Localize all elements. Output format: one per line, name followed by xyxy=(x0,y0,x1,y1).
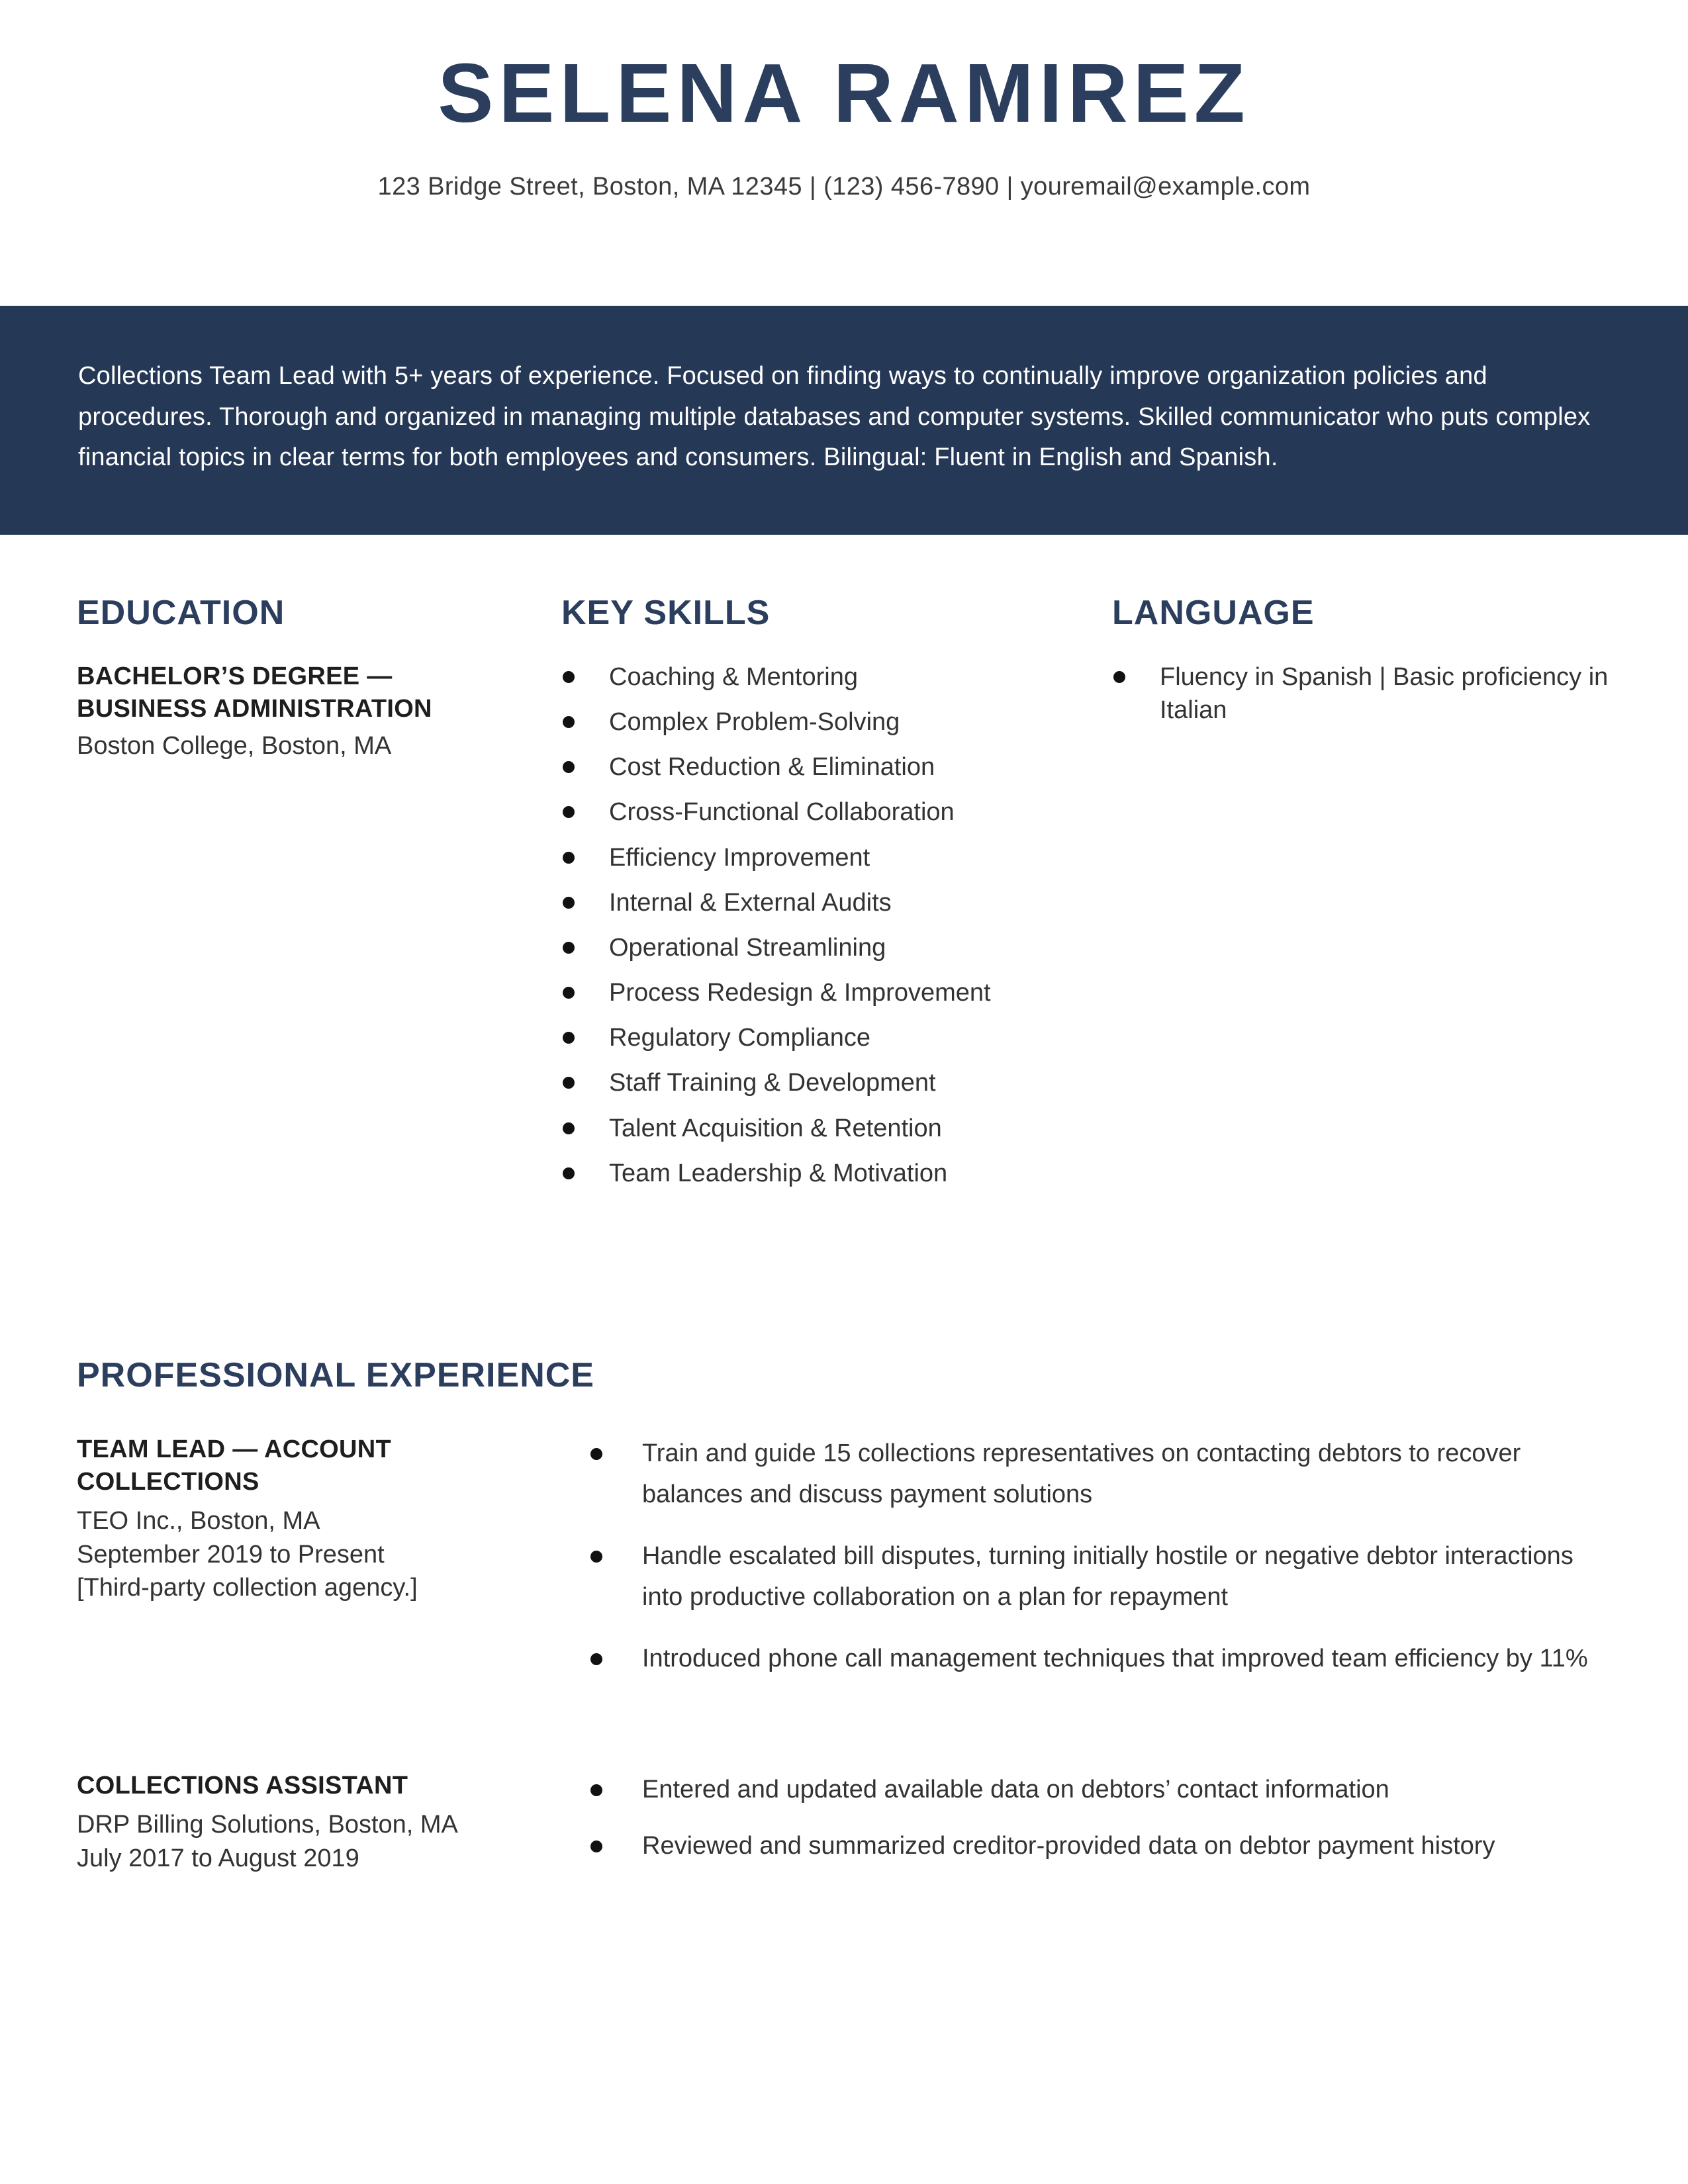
page-title: SELENA RAMIREZ xyxy=(438,46,1250,140)
bullet-dot-icon xyxy=(1113,671,1125,683)
job-dates: September 2019 to Present xyxy=(77,1540,385,1569)
list-item xyxy=(548,705,1072,739)
summary-band xyxy=(0,306,1688,535)
list-item xyxy=(548,976,1072,1009)
bullet-dot-icon xyxy=(563,716,575,728)
bullet-dot-icon xyxy=(563,1032,575,1044)
bullet-dot-icon xyxy=(590,1784,602,1796)
job-note: [Third-party collection agency.] xyxy=(77,1574,418,1602)
bullet-dot-icon xyxy=(563,987,575,999)
experience-heading: PROFESSIONAL EXPERIENCE xyxy=(77,1356,594,1394)
list-item xyxy=(576,1770,1609,1811)
job-dates: July 2017 to August 2019 xyxy=(77,1844,359,1872)
education-section xyxy=(0,596,543,1202)
education-heading: EDUCATION xyxy=(77,594,285,632)
education-entry xyxy=(77,660,516,763)
job-bullet-text: Handle escalated bill disputes, turning initially hostile or negative debtor interactions into productive collaboration on a plan for repayment xyxy=(642,1542,1573,1611)
list-item xyxy=(576,1826,1609,1867)
three-column-row xyxy=(0,596,1688,1202)
language-label: Fluency in Spanish | Basic proficiency in Italian xyxy=(1160,663,1609,725)
bullet-dot-icon xyxy=(563,852,575,864)
bullet-dot-icon xyxy=(563,671,575,683)
job-meta-block xyxy=(0,1433,576,1701)
skill-label: Cross-Functional Collaboration xyxy=(609,798,955,827)
skills-heading: KEY SKILLS xyxy=(561,594,771,632)
resume-header xyxy=(0,0,1688,203)
job-bullet-text: Introduced phone call management techniques that improved team efficiency by 11% xyxy=(642,1645,1588,1673)
job-meta-block xyxy=(0,1770,576,1883)
skills-list xyxy=(548,660,1072,1190)
job-title: COLLECTIONS ASSISTANT xyxy=(77,1771,408,1799)
job-bullets-block xyxy=(576,1770,1688,1883)
list-item xyxy=(576,1433,1609,1515)
job-bullet-text: Reviewed and summarized creditor-provided data on debtor payment history xyxy=(642,1832,1495,1860)
list-item xyxy=(548,841,1072,874)
job-bullet-list xyxy=(576,1770,1609,1867)
skill-label: Operational Streamlining xyxy=(609,933,886,962)
job-bullet-text: Train and guide 15 collections representatives on contacting debtors to recover balances and discuss payment solutions xyxy=(642,1439,1521,1508)
list-item xyxy=(576,1639,1609,1680)
list-item xyxy=(548,886,1072,919)
job-title: TEAM LEAD — ACCOUNT COLLECTIONS xyxy=(77,1435,392,1496)
bullet-dot-icon xyxy=(563,806,575,818)
bullet-dot-icon xyxy=(590,1551,602,1563)
language-list xyxy=(1099,660,1648,727)
list-item xyxy=(1099,660,1648,727)
job-bullet-text: Entered and updated available data on debtors’ contact information xyxy=(642,1775,1389,1803)
job-company: TEO Inc., Boston, MA xyxy=(77,1507,320,1535)
skill-label: Efficiency Improvement xyxy=(609,843,870,872)
list-item xyxy=(548,660,1072,694)
job-bullet-list xyxy=(576,1433,1609,1680)
bullet-dot-icon xyxy=(590,1448,602,1460)
bullet-dot-icon xyxy=(563,1167,575,1179)
skill-label: Team Leadership & Motivation xyxy=(609,1159,948,1187)
bullet-dot-icon xyxy=(563,761,575,773)
list-item xyxy=(548,796,1072,829)
bullet-dot-icon xyxy=(590,1841,602,1852)
list-item xyxy=(548,1066,1072,1099)
skill-label: Cost Reduction & Elimination xyxy=(609,753,935,782)
experience-section xyxy=(0,1358,1688,1883)
education-school: Boston College, Boston, MA xyxy=(77,732,392,760)
skill-label: Internal & External Audits xyxy=(609,888,892,917)
language-section xyxy=(1099,596,1688,1202)
bullet-dot-icon xyxy=(563,1077,575,1089)
experience-job xyxy=(0,1770,1688,1883)
bullet-dot-icon xyxy=(590,1653,602,1665)
list-item xyxy=(548,1112,1072,1145)
list-item xyxy=(548,931,1072,964)
job-company: DRP Billing Solutions, Boston, MA xyxy=(77,1811,458,1839)
list-item xyxy=(548,751,1072,784)
list-item xyxy=(548,1021,1072,1054)
summary-text: Collections Team Lead with 5+ years of experience. Focused on finding ways to continually improve organization policies and procedures. Thorough and organized in managing multiple databases and computer systems. Skilled communicator who puts complex financial topics in clear terms for both employees and consumers. Bilingual: Fluent in English and Spanish. xyxy=(78,362,1591,472)
skill-label: Talent Acquisition & Retention xyxy=(609,1114,942,1142)
bullet-dot-icon xyxy=(563,897,575,909)
bullet-dot-icon xyxy=(563,1122,575,1134)
list-item xyxy=(576,1536,1609,1617)
experience-job xyxy=(0,1433,1688,1701)
skill-label: Coaching & Mentoring xyxy=(609,663,858,691)
skill-label: Complex Problem-Solving xyxy=(609,708,900,737)
list-item xyxy=(548,1157,1072,1190)
education-degree: BACHELOR’S DEGREE — BUSINESS ADMINISTRATION xyxy=(77,662,432,723)
skill-label: Process Redesign & Improvement xyxy=(609,979,991,1007)
job-bullets-block xyxy=(576,1433,1688,1701)
skill-label: Staff Training & Development xyxy=(609,1069,936,1097)
skills-section xyxy=(543,596,1099,1202)
contact-line: 123 Bridge Street, Boston, MA 12345 | (123) 456-7890 | youremail@example.com xyxy=(377,173,1311,201)
bullet-dot-icon xyxy=(563,942,575,954)
language-heading: LANGUAGE xyxy=(1112,594,1315,632)
skill-label: Regulatory Compliance xyxy=(609,1024,870,1052)
